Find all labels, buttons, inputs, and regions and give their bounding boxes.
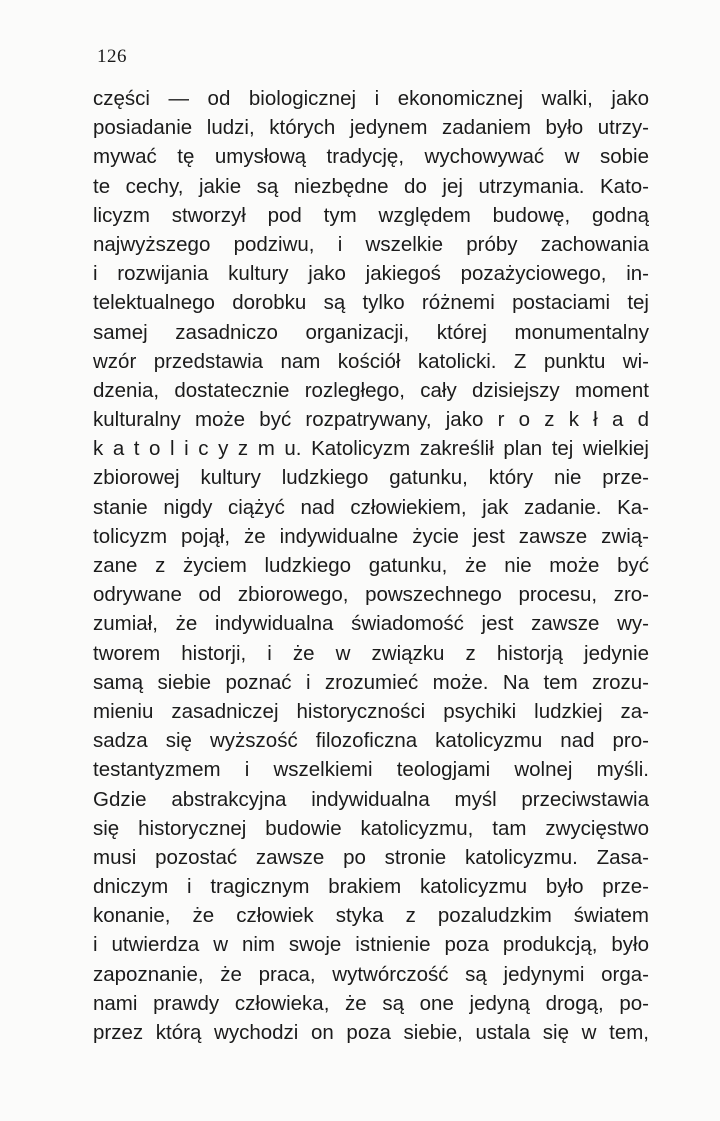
text-line: się historycznej budowie katolicyzmu, tam zwycięstwo xyxy=(93,816,649,840)
text-line: posiadanie ludzi, których jedynem zadaniem było utrzy- xyxy=(93,116,649,140)
text-line: samą siebie poznać i zrozumieć może. Na tem zrozu- xyxy=(93,670,649,694)
body-text xyxy=(93,84,649,1047)
text-line: odrywane od zbiorowego, powszechnego procesu, zro- xyxy=(93,583,649,607)
text-line: najwyższego podziwu, i wszelkie próby zachowania xyxy=(93,232,649,256)
text-line: telektualnego dorobku są tylko różnemi postaciami tej xyxy=(93,291,649,315)
text-line: zane z życiem ludzkiego gatunku, że nie może być xyxy=(93,554,649,577)
text-line: Gdzie abstrakcyjna indywidualna myśl przeciwstawia xyxy=(93,787,649,811)
page-number: 126 xyxy=(97,46,127,67)
text-line: tworem historji, i że w związku z historją jedynie xyxy=(93,641,649,665)
text-line: i utwierdza w nim swoje istnienie poza produkcją, było xyxy=(93,933,649,957)
text-line: testantyzmem i wszelkiemi teologjami wolnej myśli. xyxy=(93,758,649,782)
text-line: licyzm stworzył pod tym względem budowę, godną xyxy=(93,203,649,227)
text-line: zbiorowej kultury ludzkiego gatunku, który nie prze- xyxy=(93,466,649,490)
text-line: wzór przedstawia nam kościół katolicki. Z punktu wi- xyxy=(93,349,649,373)
text-line: i rozwijania kultury jako jakiegoś pozażyciowego, in- xyxy=(93,262,649,286)
text-line: przez którą wychodzi on poza siebie, ustala się w tem, xyxy=(93,1021,649,1044)
text-line: zumiał, że indywidualna świadomość jest zawsze wy- xyxy=(93,612,649,636)
text-line: dniczym i tragicznym brakiem katolicyzmu było prze- xyxy=(93,875,649,899)
text-line: tolicyzm pojął, że indywidualne życie jest zawsze zwią- xyxy=(93,524,649,548)
text-line: nami prawdy człowieka, że są one jedyną drogą, po- xyxy=(93,991,649,1015)
text-line: części — od biologicznej i ekonomicznej walki, jako xyxy=(93,87,649,110)
text-line: samej zasadniczo organizacji, której monumentalny xyxy=(93,320,649,344)
text-line: stanie nigdy ciążyć nad człowiekiem, jak zadanie. Ka- xyxy=(93,495,649,519)
text-line: mywać tę umysłową tradycję, wychowywać w sobie xyxy=(93,145,649,169)
text-line: zapoznanie, że praca, wytwórczość są jedynymi orga- xyxy=(93,962,649,986)
text-line: musi pozostać zawsze po stronie katolicyzmu. Zasa- xyxy=(93,845,649,869)
text-line: konanie, że człowiek styka z pozaludzkim światem xyxy=(93,904,649,928)
text-line: sadza się wyższość filozoficzna katolicyzmu nad pro- xyxy=(93,729,649,753)
text-line: kulturalny może być rozpatrywany, jako r o z k ł a d xyxy=(93,408,649,432)
text-line: k a t o l i c y z m u. Katolicyzm zakreślił plan tej wielkiej xyxy=(93,437,649,461)
text-line: mieniu zasadniczej historyczności psychiki ludzkiej za- xyxy=(93,699,649,723)
text-line: te cechy, jakie są niezbędne do jej utrzymania. Kato- xyxy=(93,174,649,198)
text-line: dzenia, dostatecznie rozległego, cały dzisiejszy moment xyxy=(93,378,649,402)
